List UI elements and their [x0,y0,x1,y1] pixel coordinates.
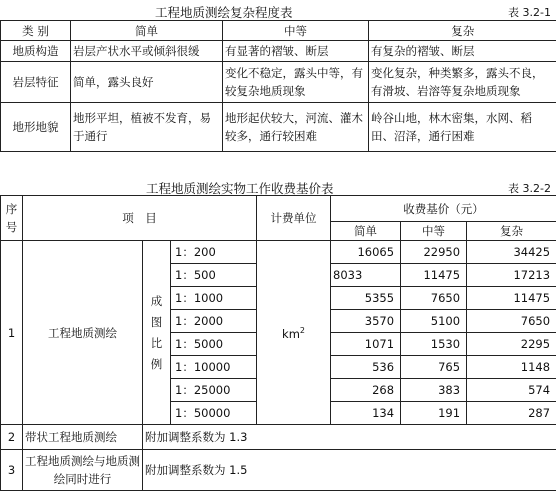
cell-medium: 有显著的褶皱、断层 [223,41,369,62]
scale-cell: 1：2000 [171,310,257,333]
unit-superscript: 2 [299,326,306,336]
price-simple: 134 [331,402,401,425]
complexity-table [0,20,556,152]
cell-simple: 简单，露头良好 [71,62,223,103]
price-complex: 34425 [467,241,556,264]
header-complex: 复杂 [467,222,556,241]
price-complex: 2295 [467,333,556,356]
scale-cell: 1：10000 [171,356,257,379]
price-medium: 7650 [401,287,467,310]
scale-cell: 1：50000 [171,402,257,425]
header-category: 类 别 [1,21,71,41]
cell-complex: 岭谷山地，林木密集，水网、稻田、沼泽，通行困难 [369,103,556,152]
price-simple: 536 [331,356,401,379]
price-medium: 22950 [401,241,467,264]
header-price: 收费基价（元） [331,196,556,222]
table1-number: 表 3.2-1 [508,6,551,19]
header-medium: 中等 [223,21,369,41]
table2-number: 表 3.2-2 [508,182,551,195]
header-medium: 中等 [401,222,467,241]
item1-unit [257,241,331,425]
row-label: 岩层特征 [1,62,71,103]
price-simple: 3570 [331,310,401,333]
price-complex: 11475 [467,287,556,310]
scale-cell: 1：1000 [171,287,257,310]
price-complex: 574 [467,379,556,402]
table-header-row [1,196,556,222]
cell-medium: 变化不稳定，露头中等，有较复杂地质现象 [223,62,369,103]
cell-complex: 有复杂的褶皱、断层 [369,41,556,62]
header-item: 项 目 [23,196,257,241]
item2-name: 带状工程地质测绘 [23,425,143,450]
price-medium: 5100 [401,310,467,333]
item2-note: 附加调整系数为 1.3 [143,425,556,450]
item3-seq: 3 [1,450,23,491]
price-complex: 287 [467,402,556,425]
scale-cell: 1：200 [171,241,257,264]
header-simple: 简单 [331,222,401,241]
cell-medium: 地形起伏较大，河流、灌木较多，通行较困难 [223,103,369,152]
table2-title: 工程地质测绘实物工作收费基价表 [146,181,334,196]
price-simple: 1071 [331,333,401,356]
item1-seq: 1 [1,241,23,425]
header-unit: 计费单位 [257,196,331,241]
header-simple: 简单 [71,21,223,41]
price-simple: 268 [331,379,401,402]
price-medium: 383 [401,379,467,402]
scale-cell: 1：500 [171,264,257,287]
scale-cell: 1：25000 [171,379,257,402]
cell-simple: 地形平坦，植被不发育，易于通行 [71,103,223,152]
cell-simple: 岩层产状水平或倾斜很缓 [71,41,223,62]
table-row [1,425,556,450]
row-label: 地质构造 [1,41,71,62]
row-label: 地形地貌 [1,103,71,152]
item3-note: 附加调整系数为 1.5 [143,450,556,491]
item3-name: 工程地质测绘与地质测绘同时进行 [23,450,143,491]
price-simple: 8033 [331,264,401,287]
table-row [1,241,556,264]
price-complex: 7650 [467,310,556,333]
unit-text: km [282,326,300,341]
survey-fee-table [0,195,556,491]
table-row [1,62,556,103]
price-complex: 17213 [467,264,556,287]
scale-label [143,241,171,425]
header-complex: 复杂 [369,21,556,41]
cell-complex: 变化复杂，种类繁多，露头不良，有滑坡、岩溶等复杂地质现象 [369,62,556,103]
price-simple: 5355 [331,287,401,310]
table1-title: 工程地质测绘复杂程度表 [155,5,293,20]
price-complex: 1148 [467,356,556,379]
price-medium: 765 [401,356,467,379]
table-row [1,450,556,491]
table-row [1,103,556,152]
scale-label-text: 成图比例 [150,293,163,371]
price-medium: 191 [401,402,467,425]
item1-name: 工程地质测绘 [23,241,143,425]
header-seq: 序号 [1,196,23,241]
table-header-row [1,21,556,41]
scale-cell: 1：5000 [171,333,257,356]
price-medium: 11475 [401,264,467,287]
table-row [1,41,556,62]
price-simple: 16065 [331,241,401,264]
price-medium: 1530 [401,333,467,356]
item2-seq: 2 [1,425,23,450]
